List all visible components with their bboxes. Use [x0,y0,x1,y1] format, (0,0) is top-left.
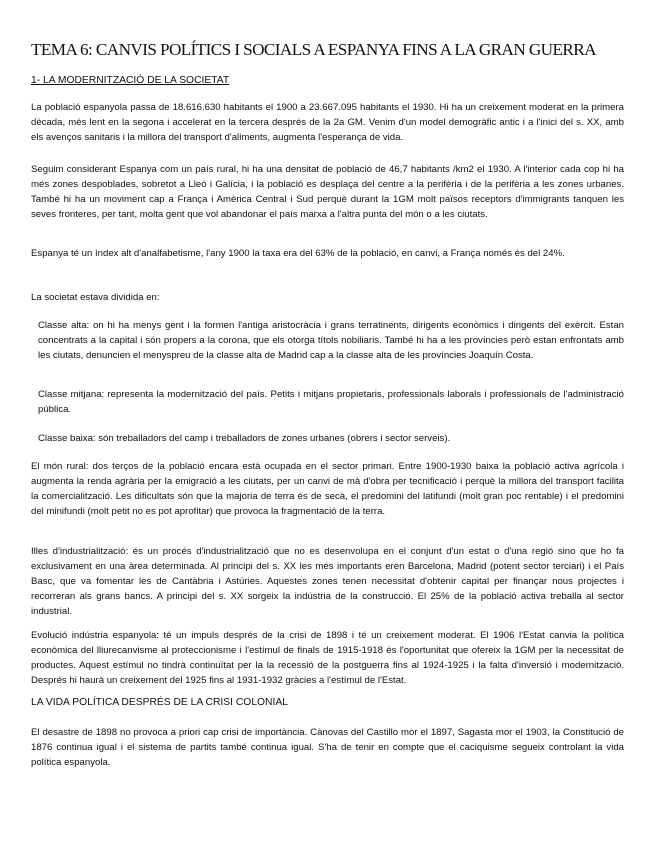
paragraph-pais-rural: Seguim considerant Espanya com un país rural, hi ha una densitat de població de 46,7 habitants /km2 el 1930. A l'interior cada cop hi ha més zones despoblades, sobretot a Lleó i Galícia, i la població es desplaça del centre a la perifèria i de la perifèria a les zones urbanes. També hi ha un moviment cap a França i Amèrica Central i Sud perquè durant la 1GM molt països receptors d'immigrants tanquen les seves fronteres, per tant, molta gent que vol abandonar el país marxa a l'altra punta del món o a les ciutats. [31,164,624,220]
paragraph-desastre-1898: El desastre de 1898 no provoca a priori cap crisi de importància. Cànovas del Castillo mor el 1897, Sagasta mor el 1903, la Constitució de 1876 continua igual i el sistema de partits també continua igual. S'ha de tenir en compte que el caciquisme segueix controlant la vida política espanyola. [31,727,624,768]
list-item-classe-baixa: Classe baixa: són treballadors del camp i treballadors de zones urbanes (obrers i sector serveis). [38,433,451,444]
section-heading-vida-politica: LA VIDA POLÍTICA DESPRÉS DE LA CRISI COLONIAL [31,697,288,708]
paragraph-poblacio: La població espanyola passa de 18.616.630 habitants el 1900 a 23.667.095 habitants el 1930. Hi ha un creixement moderat en la primera dècada, més lent en la segona i accelerat en la tercera després de la 2a GM. Venim d'un model demogràfic antic i a l'inici del s. XX, amb els avenços sanitaris i la millora del transport d'aliments, augmenta l'esperança de vida. [31,102,624,143]
section-heading-modernitzacio: 1- LA MODERNITZACIÓ DE LA SOCIETAT [31,75,230,86]
paragraph-evolucio-industria: Evolució indústria espanyola: té un impuls després de la crisi de 1898 i té un creixement moderat. El 1906 l'Estat canvia la política econòmica del lliurecanvisme al proteccionisme i l'estímul de finals de 1915-1918 és l'oportunitat que ofereix la 1GM per la necessitat de productes. Aquest estímul no tindrà continuïtat per la la recessió de la postguerra fins al 1924-1925 i la falta d'inversió i modernització. Després hi haurà un creixement del 1925 fins al 1931-1932 gràcies a l'estímul de l'Estat. [31,630,624,686]
list-item-classe-mitjana: Classe mitjana: representa la modernització del país. Petits i mitjans propietaris, professionals laborals i professionals de l'administració pública. [38,389,624,415]
paragraph-analfabetisme: Espanya té un índex alt d'analfabetisme, l'any 1900 la taxa era del 63% de la població, en canvi, a França només és del 24%. [31,248,565,259]
paragraph-mon-rural: El món rural: dos terços de la població encara està ocupada en el sector primari. Entre 1900-1930 baixa la població activa agrícola i augmenta la renda agrària per la emigració a les ciutats, per un canvi de mà d'obra per tecnificació i perquè la millora del transport facilita la comercialització. Les dificultats són que la majoria de terra és de secà, el predomini del latifundi (molt gran poc rentable) i el predomini del minifundi (molt petit no es pot aprofitar) que provoca la fragmentació de la terra. [31,461,624,517]
page-title: TEMA 6: CANVIS POLÍTICS I SOCIALS A ESPANYA FINS A LA GRAN GUERRA [31,40,596,59]
list-item-classe-alta: Classe alta: on hi ha menys gent i la formen l'antiga aristocràcia i grans terratinents, dirigents econòmics i dirigents del exèrcit. Estan concentrats a la capital i són propers a la corona, que els otorga títols nobiliaris. També hi ha a les províncies però estan enfrontats amb les ciutats, denuncien el menyspreu de la classe alta de Madrid cap a la classe alta de les províncies Joaquín Costa. [38,320,624,361]
paragraph-illes-industrialitzacio: Illes d'industrialització: és un procés d'industrialització que no es desenvolupa en el conjunt d'un estat o d'una regió sino que ho fa exclusivament en una àrea determinada. Al principi del s. XX les més importants eren Barcelona, Madrid (potent sector terciari) i el País Basc, que va fomentar les de Cantàbria i Astúries. Aquestes zones tenen necessitat d'obtenir capital per finançar nous projectes i recorreran als grans bancs. A principi del s. XX sorgeix la indústria de la construcció. El 25% de la població activa treballa al sector industrial. [31,546,624,617]
paragraph-societat-intro: La societat estava dividida en: [31,292,160,303]
